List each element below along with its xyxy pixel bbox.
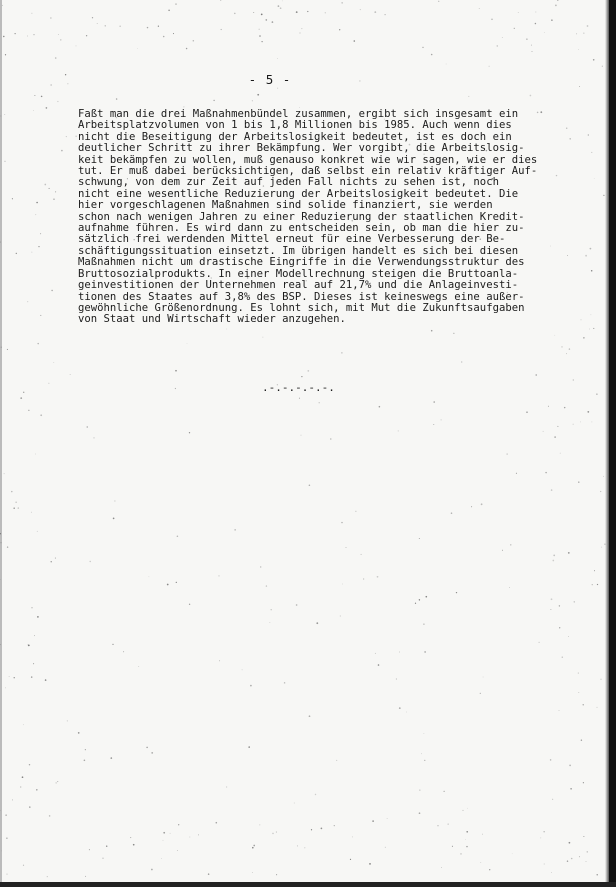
page-number: - 5 - [248, 72, 292, 87]
text-line: aufnahme führen. Es wird dann zu entscheiden sein, ob man die hier zu- [78, 222, 525, 235]
text-line: keit bekämpfen zu wollen, muß genauso konkret wie wir sagen, wie er dies [78, 153, 538, 166]
text-line: schäftigungssituation einsetzt. Im übrigen handelt es sich bei diesen [78, 244, 519, 257]
text-line: hier vorgeschlagenen Maßnahmen sind solide finanziert, sie werden [78, 199, 493, 212]
text-line: gewöhnliche Größenordnung. Es lohnt sich, mit Mut die Zukunftsaufgaben [78, 301, 525, 314]
body-paragraph [78, 109, 588, 326]
text-line: Bruttosozialprodukts. In einer Modellrechnung steigen die Bruttoanla- [78, 267, 519, 280]
text-line: tut. Er muß dabei berücksichtigen, daß selbst ein relativ kräftiger Auf- [78, 165, 538, 178]
text-line: Maßnahmen nicht um drastische Eingriffe in die Verwendungsstruktur des [78, 256, 525, 269]
text-line: Arbeitsplatzvolumen von 1 bis 1,8 Millionen bis 1985. Auch wenn dies [78, 119, 512, 132]
section-separator: .-.-.-.-.-. [262, 381, 335, 394]
text-line: nicht die Beseitigung der Arbeitslosigkeit bedeutet, ist es doch ein [78, 130, 512, 143]
text-line: Faßt man die drei Maßnahmenbündel zusammen, ergibt sich insgesamt ein [78, 108, 519, 120]
text-line: deutlicher Schritt zu ihrer Bekämpfung. Wer vorgibt, die Arbeitslosig- [78, 142, 525, 155]
text-line: tionen des Staates auf 3,8% des BSP. Dieses ist keineswegs eine außer- [78, 290, 525, 303]
text-line: sätzlich frei werdenden Mittel erneut für eine Verbesserung der Be- [78, 233, 506, 246]
text-line: schon nach wenigen Jahren zu einer Reduzierung der staatlichen Kredit- [78, 210, 525, 223]
text-line: nicht eine wesentliche Reduzierung der Arbeitslosigkeit bedeutet. Die [78, 187, 519, 200]
text-line: schwung, von dem zur Zeit auf jeden Fall nichts zu sehen ist, noch [78, 176, 499, 189]
text-line: geinvestitionen der Unternehmen real auf 21,7% und die Anlageinvesti- [78, 279, 519, 292]
text-line: von Staat und Wirtschaft wieder anzugehen. [78, 313, 346, 326]
